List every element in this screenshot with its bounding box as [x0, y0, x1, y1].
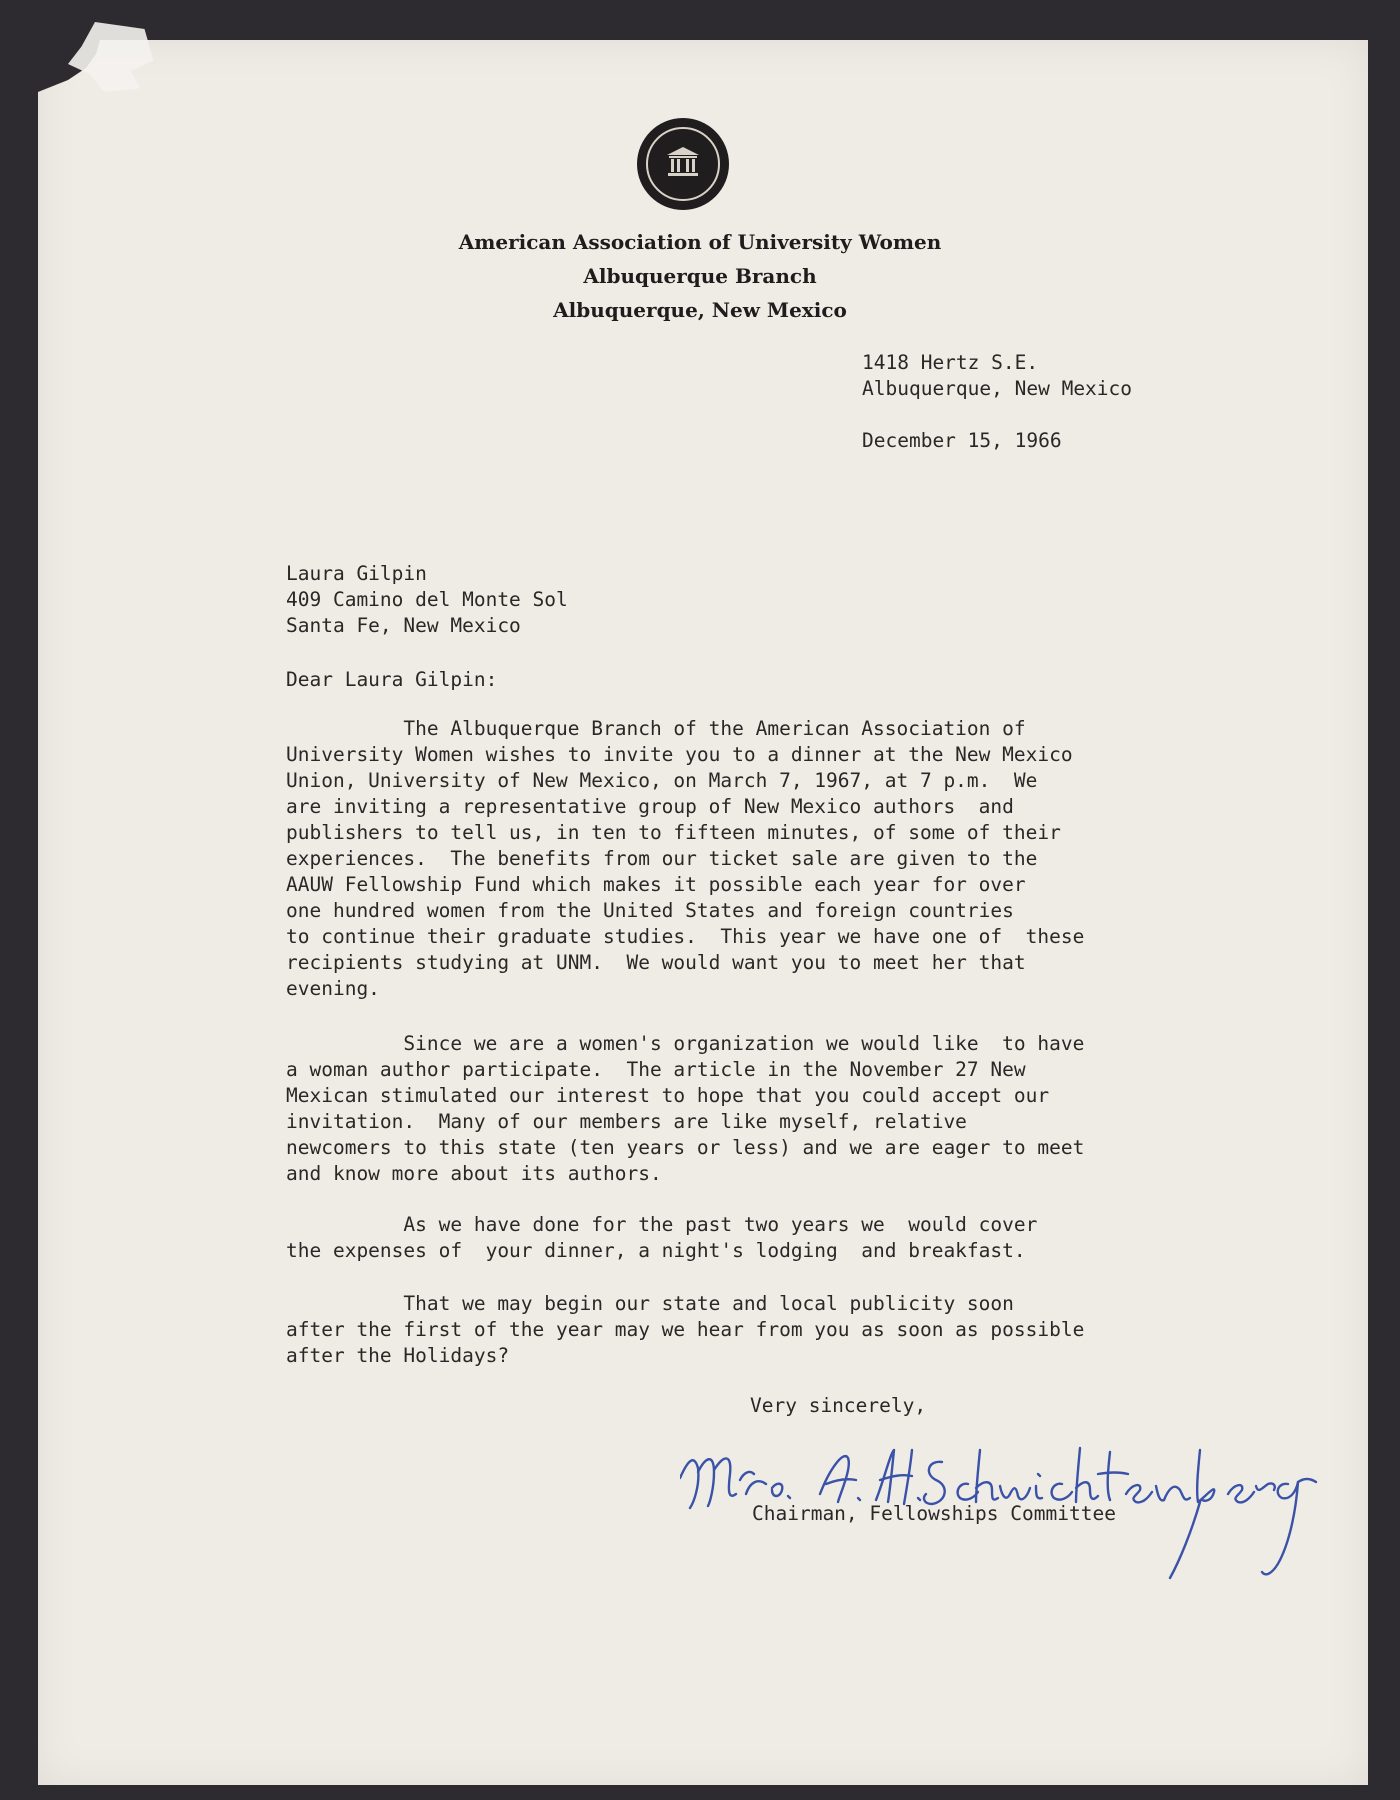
body-line: invitation. Many of our members are like myself, relative — [286, 1110, 967, 1133]
body-line: one hundred women from the United States and foreign countries — [286, 899, 1014, 922]
aauw-seal-logo — [637, 118, 729, 210]
organization-name: American Association of University Women — [458, 230, 942, 254]
building-icon — [666, 146, 700, 178]
letterhead — [420, 225, 980, 327]
body-line: That we may begin our state and local publicity soon — [286, 1292, 1014, 1315]
recipient-address — [286, 561, 568, 639]
signer-title: Chairman, Fellowships Committee — [752, 1502, 1116, 1525]
body-line: Mexican stimulated our interest to hope that you could accept our — [286, 1084, 1050, 1107]
body-paragraph-4 — [286, 1291, 1084, 1369]
branch-name: Albuquerque Branch — [583, 264, 817, 288]
handwritten-signature — [680, 1410, 1320, 1580]
closing: Very sincerely, — [750, 1394, 927, 1417]
body-line: evening. — [286, 977, 380, 1000]
body-line: recipients studying at UNM. We would want you to meet her that — [286, 951, 1026, 974]
sender-address — [862, 350, 1132, 402]
body-line: experiences. The benefits from our ticket sale are given to the — [286, 847, 1038, 870]
body-line: are inviting a representative group of New Mexico authors and — [286, 795, 1014, 818]
body-line: a woman author participate. The article in the November 27 New — [286, 1058, 1026, 1081]
branch-city: Albuquerque, New Mexico — [553, 298, 847, 322]
body-line: publishers to tell us, in ten to fifteen minutes, of some of their — [286, 821, 1061, 844]
body-line: As we have done for the past two years we would cover — [286, 1213, 1038, 1236]
body-line: and know more about its authors. — [286, 1162, 662, 1185]
recipient-street: 409 Camino del Monte Sol — [286, 588, 568, 611]
body-line: to continue their graduate studies. This year we have one of these — [286, 925, 1085, 948]
body-line: the expenses of your dinner, a night's lodging and breakfast. — [286, 1239, 1026, 1262]
letter-date: December 15, 1966 — [862, 429, 1062, 452]
sender-address-line2: Albuquerque, New Mexico — [862, 377, 1133, 400]
salutation: Dear Laura Gilpin: — [286, 668, 498, 691]
body-line: University Women wishes to invite you to a dinner at the New Mexico — [286, 743, 1073, 766]
body-line: AAUW Fellowship Fund which makes it possible each year for over — [286, 873, 1026, 896]
recipient-city: Santa Fe, New Mexico — [286, 614, 521, 637]
body-line: after the Holidays? — [286, 1344, 510, 1367]
body-paragraph-2 — [286, 1031, 1084, 1187]
body-line: Union, University of New Mexico, on March 7, 1967, at 7 p.m. We — [286, 769, 1038, 792]
body-line: Since we are a women's organization we would like to have — [286, 1032, 1085, 1055]
body-paragraph-3 — [286, 1212, 1037, 1264]
recipient-name: Laura Gilpin — [286, 562, 427, 585]
body-paragraph-1 — [286, 716, 1084, 1002]
sender-address-line1: 1418 Hertz S.E. — [862, 351, 1039, 374]
body-line: newcomers to this state (ten years or less) and we are eager to meet — [286, 1136, 1085, 1159]
body-line: after the first of the year may we hear from you as soon as possible — [286, 1318, 1085, 1341]
body-line: The Albuquerque Branch of the American Association of — [286, 717, 1026, 740]
